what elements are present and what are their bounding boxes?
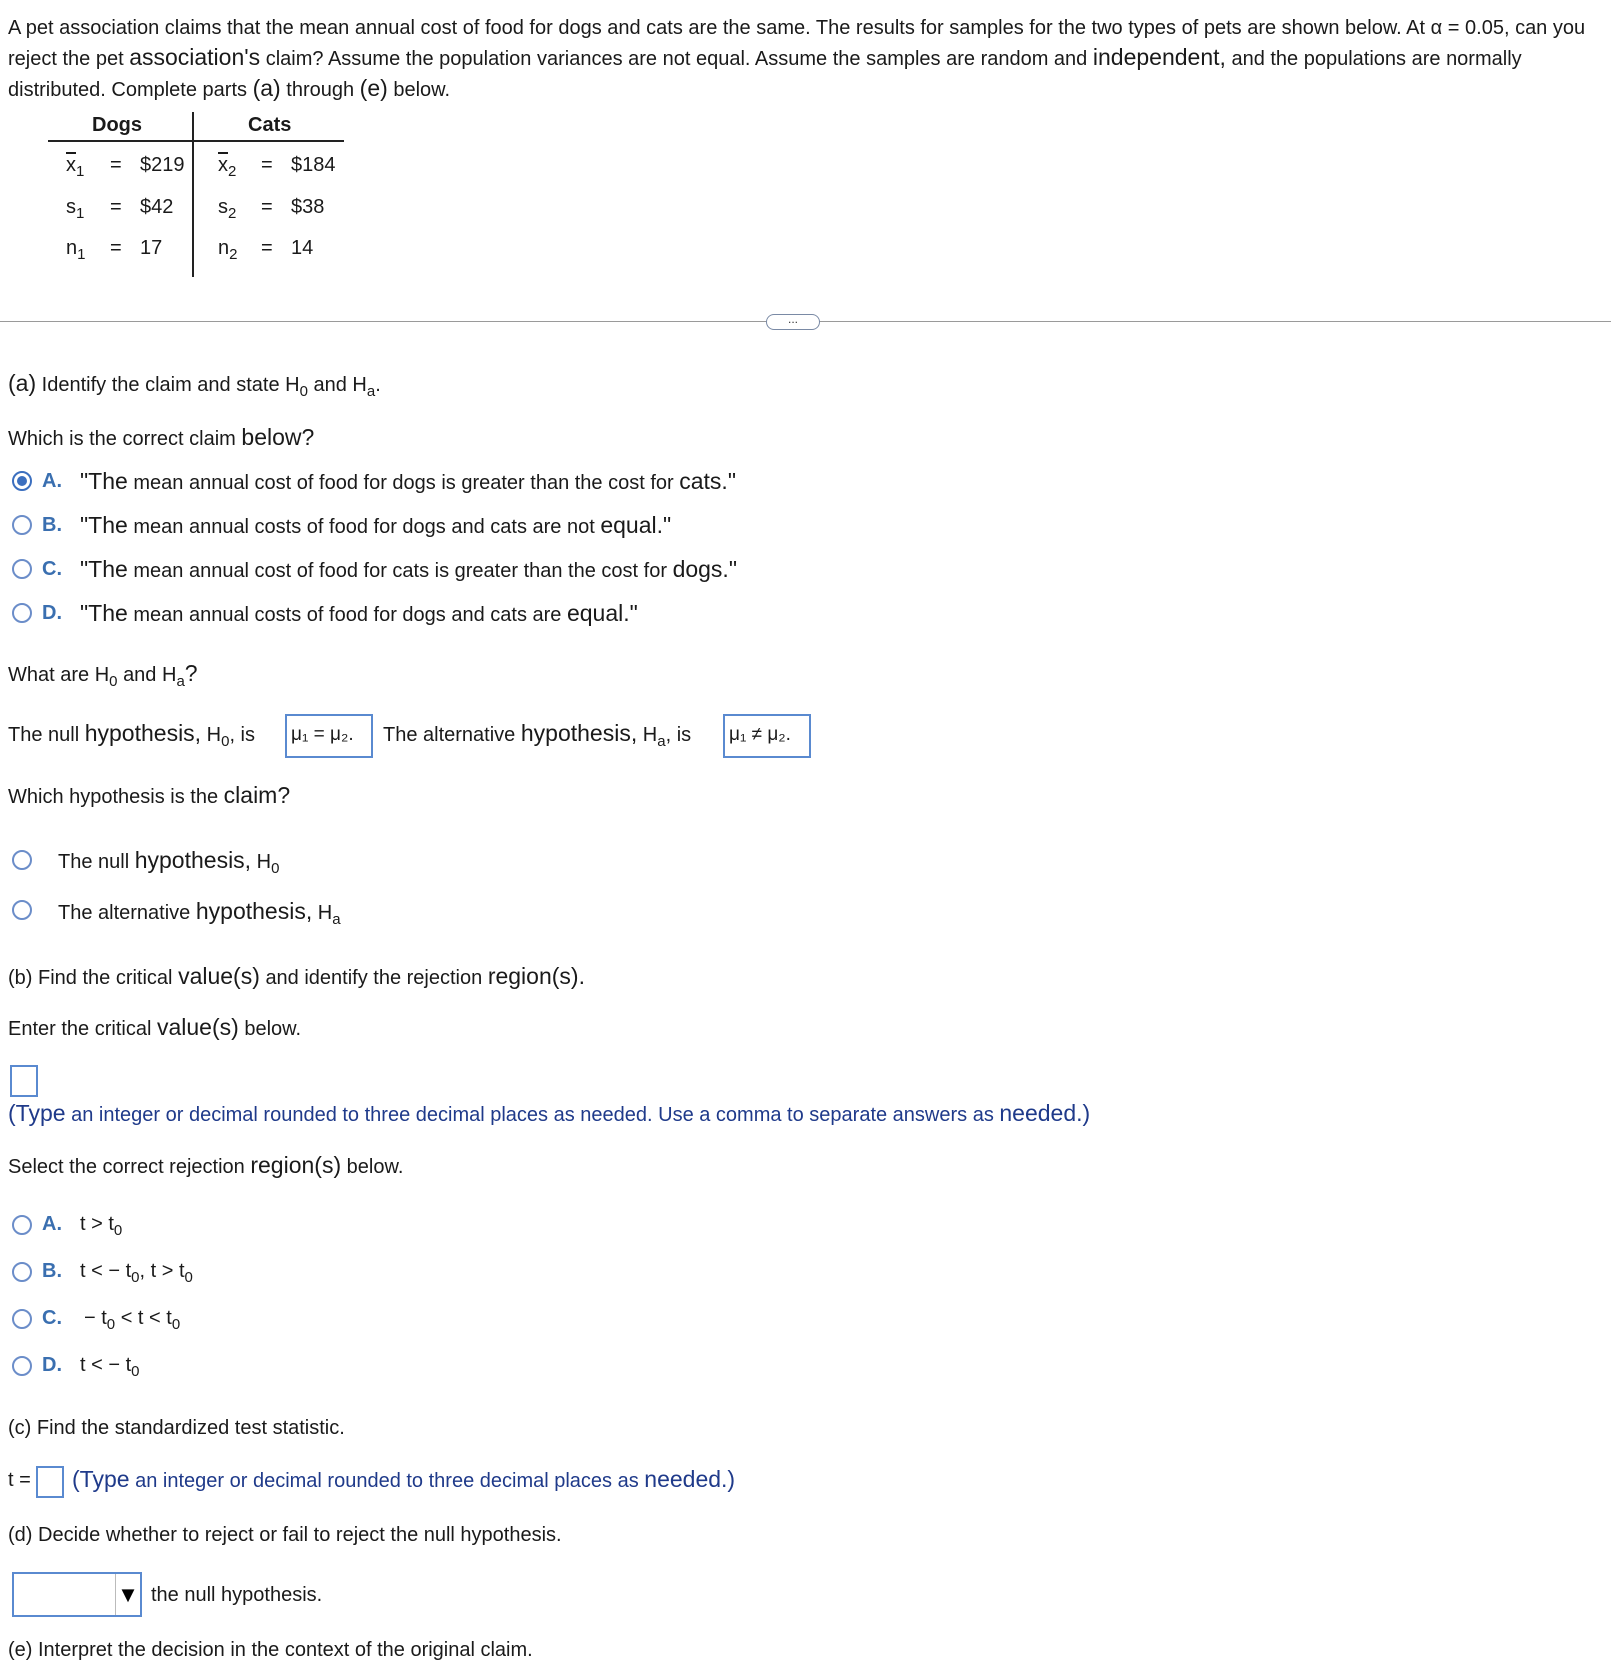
part-c-title: (c) Find the standardized test statistic.	[8, 1417, 345, 1439]
dogs-sd-value: $42	[140, 196, 174, 218]
select-rejection-region: Select the correct rejection region(s) below.	[8, 1152, 404, 1178]
claim-option-d-letter: D.	[42, 602, 62, 624]
claim-option-a-letter: A.	[42, 470, 62, 492]
claim-option-b-text[interactable]: "The mean annual costs of food for dogs and cats are not equal."	[80, 512, 672, 538]
claim-option-c-radio[interactable]	[12, 559, 32, 579]
cats-mean-value: $184	[291, 154, 336, 176]
region-option-d-letter: D.	[42, 1354, 62, 1376]
problem-text: association's	[129, 44, 261, 70]
enter-critical-values: Enter the critical value(s) below.	[8, 1014, 302, 1040]
dogs-n-value: 17	[140, 237, 163, 259]
claim-option-a-radio[interactable]	[12, 471, 32, 491]
t-label: t =	[8, 1469, 31, 1491]
claim-null-label[interactable]: The null hypothesis, $H_0$	[58, 847, 280, 877]
sample-data-table	[48, 112, 344, 277]
problem-statement	[8, 14, 1606, 105]
test-statistic-hint: (Type an integer or decimal rounded to three decimal places as needed.)	[72, 1466, 736, 1492]
alt-hypothesis-label: The alternative hypothesis, $H_a$, is	[383, 720, 692, 750]
problem-text: can you reject the pet	[8, 17, 1586, 70]
problem-text: (a)	[252, 75, 281, 101]
problem-text: through	[286, 79, 355, 101]
cats-mean-symbol: $\overline{x}_2$	[218, 154, 237, 180]
table-column-divider	[192, 112, 194, 277]
region-option-b-radio[interactable]	[12, 1262, 32, 1282]
chevron-down-icon[interactable]: ▼	[115, 1574, 140, 1615]
dogs-sd-symbol: $s_1$	[66, 196, 85, 222]
claim-option-c-letter: C.	[42, 558, 62, 580]
dogs-mean-symbol: $\overline{x}_1$	[66, 154, 85, 180]
critical-value-input[interactable]	[10, 1065, 38, 1097]
part-d-title: (d) Decide whether to reject or fail to reject the null hypothesis.	[8, 1524, 562, 1546]
claim-option-b-letter: B.	[42, 514, 62, 536]
alt-hypothesis-answer[interactable]: μ₁ ≠ μ₂.	[723, 714, 811, 758]
null-hypothesis-answer[interactable]: μ₁ = μ₂.	[285, 714, 373, 758]
alpha-value: α = 0.05,	[1430, 17, 1510, 39]
problem-text: claim? Assume the population variances are not equal. Assume the samples are random and	[265, 48, 1088, 70]
claim-alt-label[interactable]: The alternative hypothesis, $H_a$	[58, 898, 341, 928]
region-option-a-text[interactable]: $t > t_0$	[80, 1213, 123, 1239]
cats-header: Cats	[248, 114, 292, 136]
dogs-sd-eq: =	[110, 196, 122, 218]
part-a-title: (a) Identify the claim and state $H_0$ and $H_a$.	[8, 370, 381, 400]
cats-n-value: 14	[291, 237, 314, 259]
dogs-header: Dogs	[92, 114, 142, 136]
cats-mean-eq: =	[261, 154, 273, 176]
claim-question: Which is the correct claim below?	[8, 424, 315, 450]
claim-null-radio[interactable]	[12, 850, 32, 870]
null-hypothesis-label: The null hypothesis, $H_0$, is	[8, 720, 255, 750]
claim-option-d-text[interactable]: "The mean annual costs of food for dogs and cats are equal."	[80, 600, 638, 626]
claim-option-b-radio[interactable]	[12, 515, 32, 535]
dogs-mean-value: $219	[140, 154, 185, 176]
region-option-a-letter: A.	[42, 1213, 62, 1235]
problem-text: below.	[393, 79, 451, 101]
which-hypothesis-claim: Which hypothesis is the claim?	[8, 782, 291, 808]
dogs-mean-eq: =	[110, 154, 122, 176]
problem-text: and the populations are normally distributed. Complete parts	[8, 48, 1522, 101]
more-options-button[interactable]: ...	[766, 314, 820, 330]
region-option-b-letter: B.	[42, 1260, 62, 1282]
cats-sd-value: $38	[291, 196, 325, 218]
decision-suffix: the null hypothesis.	[151, 1584, 323, 1606]
region-option-a-radio[interactable]	[12, 1215, 32, 1235]
cats-n-eq: =	[261, 237, 273, 259]
region-option-c-radio[interactable]	[12, 1309, 32, 1329]
region-option-d-radio[interactable]	[12, 1356, 32, 1376]
claim-option-c-text[interactable]: "The mean annual cost of food for cats is greater than the cost for dogs."	[80, 556, 737, 582]
cats-sd-symbol: $s_2$	[218, 196, 237, 222]
test-statistic-input[interactable]	[36, 1466, 64, 1498]
critical-value-hint: (Type an integer or decimal rounded to three decimal places as needed. Use a comma to separate answers as needed.)	[8, 1100, 1091, 1126]
region-option-d-text[interactable]: t < − $t_0$	[80, 1354, 140, 1380]
claim-alt-radio[interactable]	[12, 900, 32, 920]
dogs-n-eq: =	[110, 237, 122, 259]
part-e-title: (e) Interpret the decision in the context of the original claim.	[8, 1639, 533, 1661]
claim-option-a-text[interactable]: "The mean annual cost of food for dogs is greater than the cost for cats."	[80, 468, 736, 494]
cats-n-symbol: $n_2$	[218, 237, 238, 263]
problem-text: (e)	[359, 75, 388, 101]
region-option-b-text[interactable]: t < − $t_0$, $t > t_0$	[80, 1260, 193, 1286]
hypotheses-question: What are $H_0$ and $H_a$?	[8, 660, 198, 690]
part-b-title: (b) Find the critical value(s) and identify the rejection region(s).	[8, 963, 585, 989]
decision-dropdown[interactable]	[12, 1572, 142, 1617]
table-header-divider	[48, 140, 344, 142]
claim-option-d-radio[interactable]	[12, 603, 32, 623]
cats-sd-eq: =	[261, 196, 273, 218]
problem-text: A pet association claims that the mean annual cost of food for dogs and cats are the same. The results for samples for the two types of pets are shown below. At	[8, 17, 1426, 39]
region-option-c-text[interactable]: − $t_0 < t < t_0$	[84, 1307, 181, 1333]
problem-text: independent,	[1092, 44, 1226, 70]
region-option-c-letter: C.	[42, 1307, 62, 1329]
dogs-n-symbol: $n_1$	[66, 237, 86, 263]
